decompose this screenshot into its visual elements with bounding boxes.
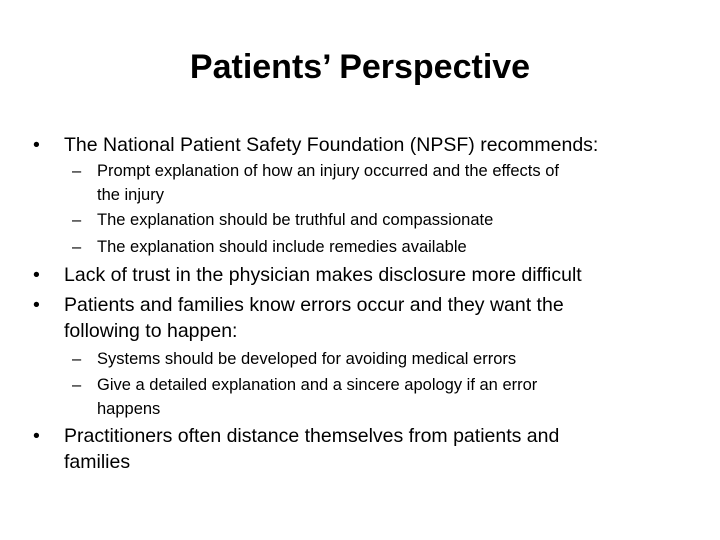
bullet-glyph: • <box>33 294 40 316</box>
bullet-glyph: • <box>33 264 40 286</box>
slide-title: Patients’ Perspective <box>189 48 531 86</box>
sub-item-line: Systems should be developed for avoiding medical errors <box>97 350 517 368</box>
bullet-text: The National Patient Safety Foundation (NPSF) recommends: <box>64 134 599 156</box>
sub-item <box>72 159 559 207</box>
bullet-item <box>33 292 564 344</box>
sub-item-line: The explanation should be truthful and compassionate <box>97 211 494 229</box>
bullet-line: Patients and families know errors occur and they want the <box>64 294 564 316</box>
bullet-item <box>33 262 582 288</box>
bullet-item <box>33 423 560 475</box>
sub-item-line: Give a detailed explanation and a sincere apology if an error <box>97 376 538 394</box>
bullet-glyph: • <box>33 425 40 447</box>
dash-glyph: – <box>72 238 82 256</box>
sub-item-line: the injury <box>97 186 164 204</box>
dash-glyph: – <box>72 350 82 368</box>
sub-item <box>72 235 467 259</box>
sub-item <box>72 373 538 421</box>
bullet-line: Practitioners often distance themselves from patients and <box>64 425 560 447</box>
sub-item <box>72 208 494 232</box>
sub-item-line: The explanation should include remedies available <box>97 238 467 256</box>
sub-item-line: Prompt explanation of how an injury occurred and the effects of <box>97 162 559 180</box>
bullet-item <box>33 132 599 158</box>
dash-glyph: – <box>72 162 82 180</box>
sub-item-line: happens <box>97 400 161 418</box>
sub-item <box>72 347 517 371</box>
bullet-line: families <box>64 451 131 473</box>
dash-glyph: – <box>72 376 82 394</box>
bullet-glyph: • <box>33 134 40 156</box>
bullet-text: Lack of trust in the physician makes disclosure more difficult <box>64 264 582 286</box>
bullet-line: following to happen: <box>64 320 238 342</box>
dash-glyph: – <box>72 211 82 229</box>
